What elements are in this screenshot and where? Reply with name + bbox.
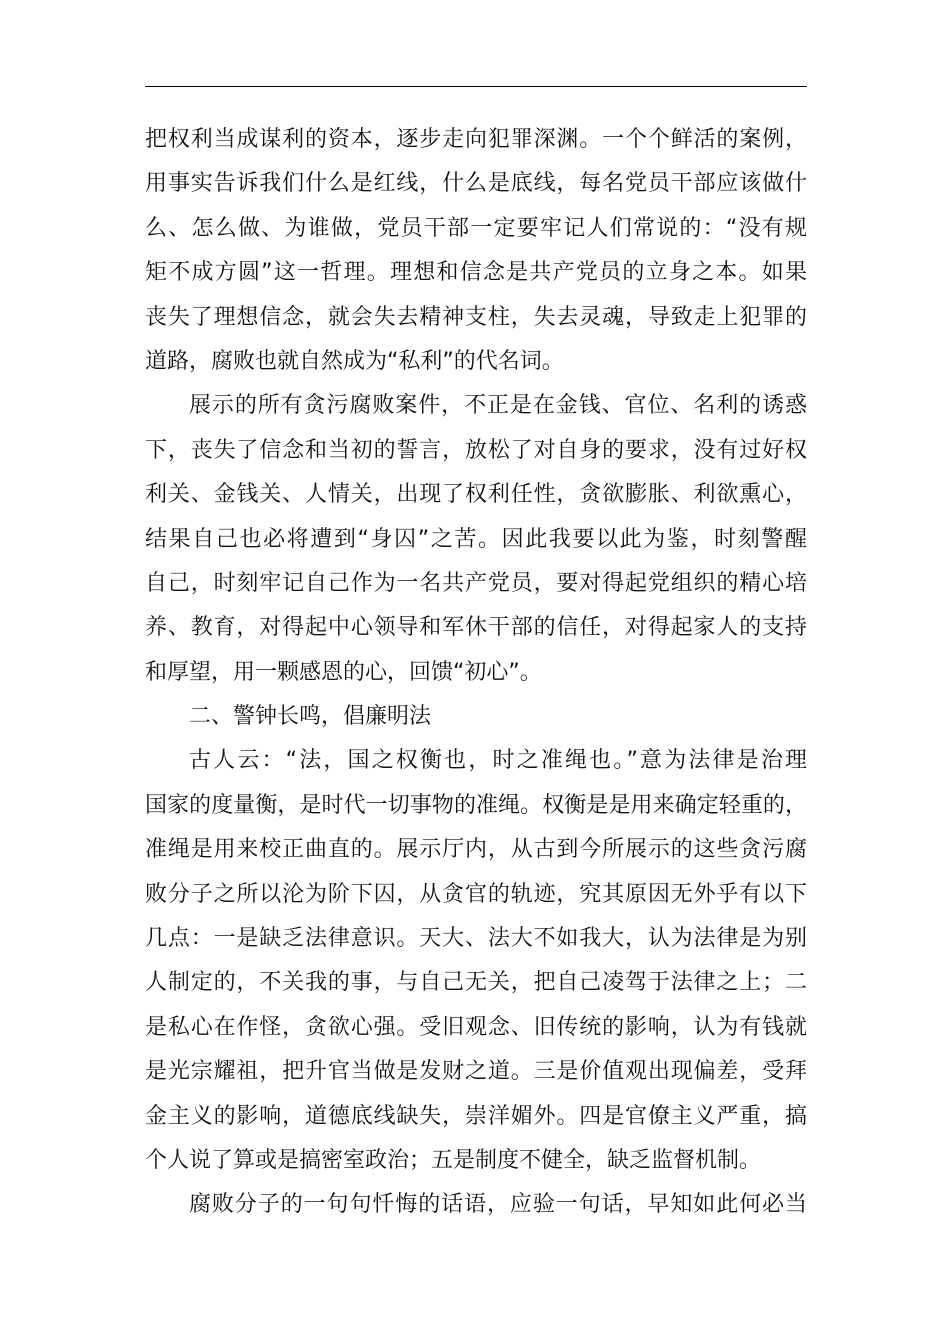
text-line: 和厚望，用一颗感恩的心，回馈“初心”。 (145, 659, 542, 685)
text-line: 道路，腐败也就自然成为“私利”的代名词。 (145, 348, 564, 374)
text-line: 结果自己也必将遭到“身囚”之苦。因此我要以此为鉴，时刻警醒 (145, 526, 807, 552)
text-line: 国家的度量衡，是时代一切事物的准绳。权衡是是用来确定轻重的， (145, 792, 807, 818)
text-line: 金主义的影响，道德底线缺失，崇洋媚外。四是官僚主义严重，搞 (145, 1103, 807, 1129)
text-line: 丧失了理想信念，就会失去精神支柱，失去灵魂，导致走上犯罪的 (145, 304, 807, 330)
text-line: 二、警钟长鸣，倡廉明法 (189, 704, 432, 730)
body-text (145, 118, 807, 1228)
text-line: 几点：一是缺乏法律意识。天大、法大不如我大，认为法律是为别 (145, 926, 807, 952)
header-rule (145, 86, 807, 87)
text-line: 人制定的，不关我的事，与自己无关，把自己凌驾于法律之上；二 (145, 970, 807, 996)
text-line: 养、教育，对得起中心领导和军休干部的信任，对得起家人的支持 (145, 615, 807, 641)
text-line: 利关、金钱关、人情关，出现了权利任性，贪欲膨胀、利欲熏心， (145, 482, 807, 508)
text-line: 个人说了算或是搞密室政治；五是制度不健全，缺乏监督机制。 (145, 1147, 762, 1173)
text-line: 矩不成方圆”这一哲理。理想和信念是共产党员的立身之本。如果 (145, 260, 807, 286)
text-line: 用事实告诉我们什么是红线，什么是底线，每名党员干部应该做什 (145, 171, 807, 197)
text-line: 么、怎么做、为谁做，党员干部一定要牢记人们常说的：“没有规 (145, 215, 807, 241)
text-line: 下，丧失了信念和当初的誓言，放松了对自身的要求，没有过好权 (145, 437, 807, 463)
text-line: 败分子之所以沦为阶下囚，从贪官的轨迹，究其原因无外乎有以下 (145, 881, 807, 907)
text-line: 自己，时刻牢记自己作为一名共产党员，要对得起党组织的精心培 (145, 570, 807, 596)
text-line: 展示的所有贪污腐败案件，不正是在金钱、官位、名利的诱惑 (189, 393, 807, 419)
text-line: 古人云：“法，国之权衡也，时之准绳也。”意为法律是治理 (189, 748, 807, 774)
text-line: 腐败分子的一句句忏悔的话语，应验一句话，早知如此何必当 (189, 1192, 807, 1218)
text-line: 准绳是用来校正曲直的。展示厅内，从古到今所展示的这些贪污腐 (145, 837, 807, 863)
text-line: 把权利当成谋利的资本，逐步走向犯罪深渊。一个个鲜活的案例， (145, 127, 807, 152)
text-line: 是私心在作怪，贪欲心强。受旧观念、旧传统的影响，认为有钱就 (145, 1014, 807, 1040)
text-line: 是光宗耀祖，把升官当做是发财之道。三是价值观出现偏差，受拜 (145, 1059, 807, 1085)
